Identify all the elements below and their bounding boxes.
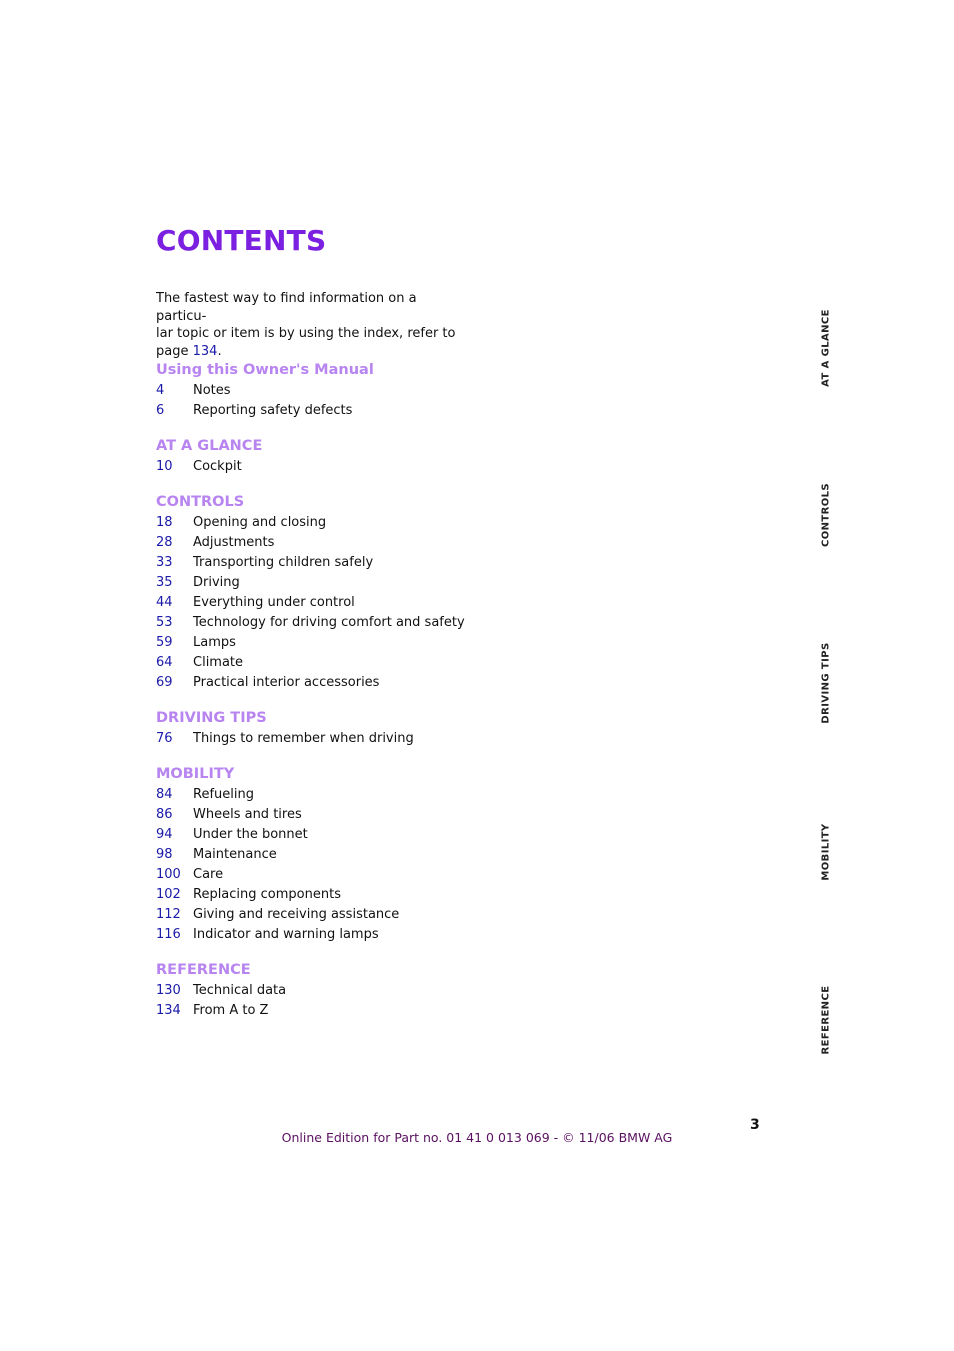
toc-entry[interactable]: [156, 633, 576, 653]
toc-entry[interactable]: [156, 381, 576, 401]
page-link[interactable]: 69: [156, 675, 173, 690]
page-link[interactable]: 134: [156, 1003, 181, 1018]
footer-edition: Online Edition for Part no. 01 41 0 013 069 - © 11/06 BMW AG: [281, 1130, 673, 1145]
page-link[interactable]: 102: [156, 887, 181, 902]
page-link[interactable]: 98: [156, 847, 173, 862]
page-link[interactable]: 35: [156, 575, 173, 590]
entry-label: Opening and closing: [193, 515, 327, 530]
page-link[interactable]: 33: [156, 555, 173, 570]
page-link[interactable]: 18: [156, 515, 173, 530]
page-link[interactable]: 86: [156, 807, 173, 822]
section-title[interactable]: Using this Owner's Manual: [156, 362, 374, 378]
toc-section-reference: [156, 960, 576, 1021]
page-link[interactable]: 44: [156, 595, 173, 610]
entry-label: Notes: [193, 383, 231, 398]
page-link[interactable]: 10: [156, 459, 173, 474]
entry-label: Wheels and tires: [193, 807, 302, 822]
page-link[interactable]: 6: [156, 403, 165, 418]
toc-entry[interactable]: [156, 805, 576, 825]
toc-entry[interactable]: [156, 925, 576, 945]
toc-entry[interactable]: [156, 905, 576, 925]
toc-entry[interactable]: [156, 845, 576, 865]
entry-label: Things to remember when driving: [193, 731, 414, 746]
entry-label: Technical data: [193, 983, 287, 998]
toc-entry[interactable]: [156, 593, 576, 613]
side-tab-mobility[interactable]: MOBILITY: [820, 823, 832, 881]
toc-entry[interactable]: [156, 885, 576, 905]
page-link[interactable]: 94: [156, 827, 173, 842]
entry-label: Lamps: [193, 635, 236, 650]
toc-section-controls: [156, 492, 576, 693]
entry-label: From A to Z: [193, 1003, 269, 1018]
section-title[interactable]: DRIVING TIPS: [156, 710, 267, 726]
toc-entry[interactable]: [156, 573, 576, 593]
entry-label: Under the bonnet: [193, 827, 308, 842]
entry-label: Driving: [193, 575, 240, 590]
page-number: 3: [750, 1117, 760, 1133]
intro-line: [156, 343, 466, 361]
intro-text: .: [217, 343, 222, 359]
toc-entry[interactable]: [156, 457, 576, 477]
toc-entry[interactable]: [156, 513, 576, 533]
index-page-link[interactable]: 134: [192, 343, 218, 359]
page-link[interactable]: 4: [156, 383, 165, 398]
side-tab-controls[interactable]: CONTROLS: [820, 482, 832, 548]
intro-text: page: [156, 343, 193, 359]
section-title[interactable]: CONTROLS: [156, 494, 245, 510]
page-link[interactable]: 53: [156, 615, 173, 630]
side-tab-driving-tips[interactable]: DRIVING TIPS: [820, 642, 832, 724]
toc-section-manual: [156, 360, 576, 421]
entry-label: Maintenance: [193, 847, 277, 862]
toc-entry[interactable]: [156, 865, 576, 885]
toc-entry[interactable]: [156, 553, 576, 573]
page-link[interactable]: 130: [156, 983, 181, 998]
entry-label: Reporting safety defects: [193, 403, 353, 418]
section-title[interactable]: AT A GLANCE: [156, 438, 263, 454]
page-link[interactable]: 112: [156, 907, 181, 922]
table-of-contents: [156, 360, 576, 1036]
entry-label: Cockpit: [193, 459, 242, 474]
page-link[interactable]: 100: [156, 867, 181, 882]
toc-entry[interactable]: [156, 401, 576, 421]
toc-section-driving-tips: [156, 708, 576, 749]
page-link[interactable]: 28: [156, 535, 173, 550]
page-title: CONTENTS: [156, 224, 327, 257]
section-title[interactable]: REFERENCE: [156, 962, 251, 978]
section-title[interactable]: MOBILITY: [156, 766, 235, 782]
entry-label: Indicator and warning lamps: [193, 927, 379, 942]
toc-entry[interactable]: [156, 653, 576, 673]
entry-label: Refueling: [193, 787, 254, 802]
toc-section-mobility: [156, 764, 576, 945]
entry-label: Giving and receiving assistance: [193, 907, 400, 922]
entry-label: Care: [193, 867, 224, 882]
toc-entry[interactable]: [156, 613, 576, 633]
entry-label: Everything under control: [193, 595, 355, 610]
side-tab-reference[interactable]: REFERENCE: [820, 985, 832, 1055]
toc-entry[interactable]: [156, 785, 576, 805]
page-link[interactable]: 116: [156, 927, 181, 942]
entry-label: Practical interior accessories: [193, 675, 380, 690]
entry-label: Replacing components: [193, 887, 341, 902]
toc-entry[interactable]: [156, 1001, 576, 1021]
side-tab-at-a-glance[interactable]: AT A GLANCE: [820, 309, 832, 387]
entry-label: Adjustments: [193, 535, 275, 550]
toc-entry[interactable]: [156, 825, 576, 845]
toc-entry[interactable]: [156, 981, 576, 1001]
toc-entry[interactable]: [156, 533, 576, 553]
entry-label: Technology for driving comfort and safety: [193, 615, 465, 630]
page-link[interactable]: 84: [156, 787, 173, 802]
entry-label: Climate: [193, 655, 244, 670]
entry-label: Transporting children safely: [193, 555, 374, 570]
toc-entry[interactable]: [156, 673, 576, 693]
page-link[interactable]: 64: [156, 655, 173, 670]
page-link[interactable]: 76: [156, 731, 173, 746]
intro-paragraph: [156, 290, 466, 360]
intro-line: lar topic or item is by using the index, refer to: [156, 326, 456, 341]
toc-entry[interactable]: [156, 729, 576, 749]
toc-section-at-a-glance: [156, 436, 576, 477]
intro-line: The fastest way to find information on a particu-: [156, 291, 417, 324]
page-link[interactable]: 59: [156, 635, 173, 650]
